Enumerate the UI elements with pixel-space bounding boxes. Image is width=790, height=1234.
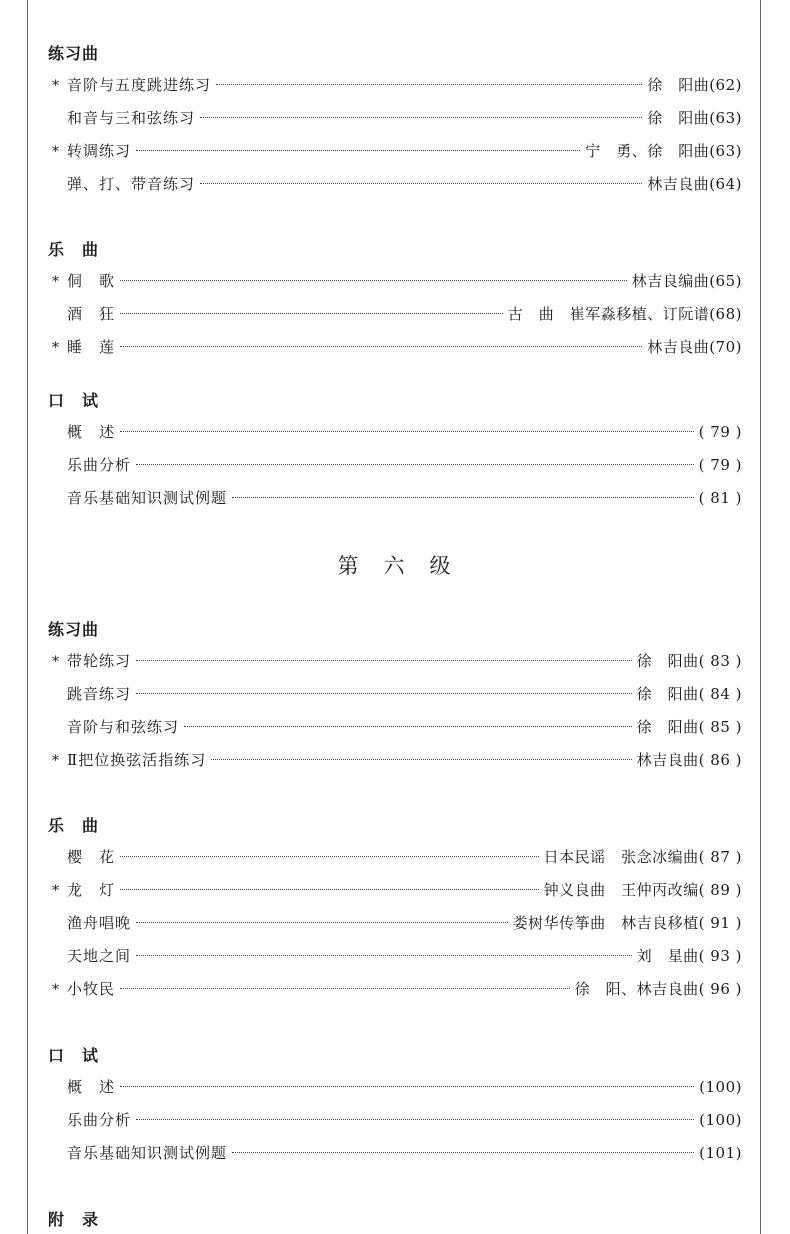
required-marker: * (52, 78, 59, 94)
toc-entry[interactable] (52, 978, 742, 1000)
entry-author-page: 娄树华传筝曲 林吉良移植( 91 ) (512, 914, 742, 932)
required-marker: * (52, 883, 59, 899)
entry-title: 乐曲分析 (67, 456, 132, 474)
dot-leader (120, 856, 539, 857)
required-marker: * (52, 340, 59, 356)
dot-leader (136, 1119, 694, 1120)
entry-author-page: (100) (699, 1078, 742, 1096)
entry-title: 酒 狂 (67, 305, 116, 323)
entry-author-page: 日本民谣 张念冰编曲( 87 ) (543, 848, 742, 866)
dot-leader (232, 1152, 694, 1153)
dot-leader (120, 889, 539, 890)
entry-author-page: 林吉良曲(64) (647, 175, 742, 193)
entry-author-page: 徐 阳曲( 85 ) (636, 718, 742, 736)
dot-leader (136, 464, 694, 465)
dot-leader (136, 955, 632, 956)
toc-entry[interactable] (52, 683, 742, 705)
entry-author-page: 徐 阳曲(62) (647, 76, 742, 94)
entry-title: 转调练习 (67, 142, 132, 160)
entry-title: 带轮练习 (67, 652, 132, 670)
entry-author-page: 徐 阳曲(63) (647, 109, 742, 127)
entry-title: Ⅱ把位换弦活指练习 (67, 751, 207, 769)
toc-entry[interactable] (52, 846, 742, 868)
entry-title: 音乐基础知识测试例题 (67, 1144, 228, 1162)
required-marker: * (52, 274, 59, 290)
entry-title: 概 述 (67, 1078, 116, 1096)
toc-entry[interactable] (52, 1109, 742, 1131)
dot-leader (136, 922, 508, 923)
toc-entry[interactable] (52, 454, 742, 476)
dot-leader (200, 117, 642, 118)
entry-title: 睡 莲 (67, 338, 116, 356)
dot-leader (184, 726, 632, 727)
section-heading: 附 录 (48, 1210, 100, 1229)
toc-entry[interactable] (52, 270, 742, 292)
required-marker: * (52, 654, 59, 670)
entry-author-page: 林吉良编曲(65) (631, 272, 742, 290)
section-heading: 练习曲 (48, 44, 100, 63)
toc-entry[interactable] (52, 716, 742, 738)
right-margin-rule (760, 0, 761, 1234)
section-heading: 乐 曲 (48, 240, 100, 259)
entry-title: 和音与三和弦练习 (67, 109, 196, 127)
entry-author-page: (100) (699, 1111, 742, 1129)
entry-author-page: 徐 阳、林吉良曲( 96 ) (574, 980, 742, 998)
section-heading: 口 试 (48, 391, 100, 410)
toc-entry[interactable] (52, 749, 742, 771)
entry-author-page: 林吉良曲(70) (647, 338, 742, 356)
entry-author-page: 徐 阳曲( 84 ) (636, 685, 742, 703)
entry-author-page: 林吉良曲( 86 ) (636, 751, 742, 769)
entry-author-page: 钟义良曲 王仲丙改编( 89 ) (543, 881, 742, 899)
toc-entry[interactable] (52, 303, 742, 325)
entry-title: 龙 灯 (67, 881, 116, 899)
toc-entry[interactable] (52, 74, 742, 96)
entry-title: 侗 歌 (67, 272, 116, 290)
toc-entry[interactable] (52, 140, 742, 162)
entry-author-page: 宁 勇、徐 阳曲(63) (585, 142, 742, 160)
required-marker: * (52, 144, 59, 160)
dot-leader (211, 759, 631, 760)
left-margin-rule (27, 0, 28, 1234)
dot-leader (136, 693, 632, 694)
dot-leader (120, 280, 627, 281)
entry-author-page: ( 79 ) (698, 456, 742, 474)
dot-leader (200, 183, 642, 184)
toc-entry[interactable] (52, 1142, 742, 1164)
dot-leader (120, 313, 503, 314)
dot-leader (136, 150, 580, 151)
entry-title: 樱 花 (67, 848, 116, 866)
toc-entry[interactable] (52, 336, 742, 358)
toc-entry[interactable] (52, 1076, 742, 1098)
entry-title: 天地之间 (67, 947, 132, 965)
toc-entry[interactable] (52, 173, 742, 195)
dot-leader (120, 431, 694, 432)
toc-entry[interactable] (52, 912, 742, 934)
entry-author-page: 古 曲 崔军淼移植、订阮谱(68) (507, 305, 742, 323)
entry-author-page: 徐 阳曲( 83 ) (636, 652, 742, 670)
toc-entry[interactable] (52, 945, 742, 967)
toc-entry[interactable] (52, 107, 742, 129)
entry-author-page: 刘 星曲( 93 ) (636, 947, 742, 965)
entry-title: 音阶与和弦练习 (67, 718, 180, 736)
toc-entry[interactable] (52, 879, 742, 901)
entry-title: 音阶与五度跳进练习 (67, 76, 212, 94)
dot-leader (120, 346, 642, 347)
entry-title: 概 述 (67, 423, 116, 441)
entry-author-page: ( 81 ) (698, 489, 742, 507)
toc-entry[interactable] (52, 650, 742, 672)
entry-title: 音乐基础知识测试例题 (67, 489, 228, 507)
entry-title: 乐曲分析 (67, 1111, 132, 1129)
entry-title: 跳音练习 (67, 685, 132, 703)
dot-leader (232, 497, 694, 498)
required-marker: * (52, 982, 59, 998)
section-heading: 口 试 (48, 1046, 100, 1065)
entry-title: 渔舟唱晚 (67, 914, 132, 932)
entry-title: 小牧民 (67, 980, 116, 998)
dot-leader (120, 988, 570, 989)
dot-leader (120, 1086, 694, 1087)
level-title: 第 六 级 (337, 554, 453, 578)
dot-leader (216, 84, 642, 85)
entry-title: 弹、打、带音练习 (67, 175, 196, 193)
entry-author-page: (101) (699, 1144, 742, 1162)
toc-entry[interactable] (52, 421, 742, 443)
dot-leader (136, 660, 632, 661)
section-heading: 乐 曲 (48, 816, 100, 835)
required-marker: * (52, 753, 59, 769)
section-heading: 练习曲 (48, 620, 100, 639)
toc-entry[interactable] (52, 487, 742, 509)
entry-author-page: ( 79 ) (698, 423, 742, 441)
